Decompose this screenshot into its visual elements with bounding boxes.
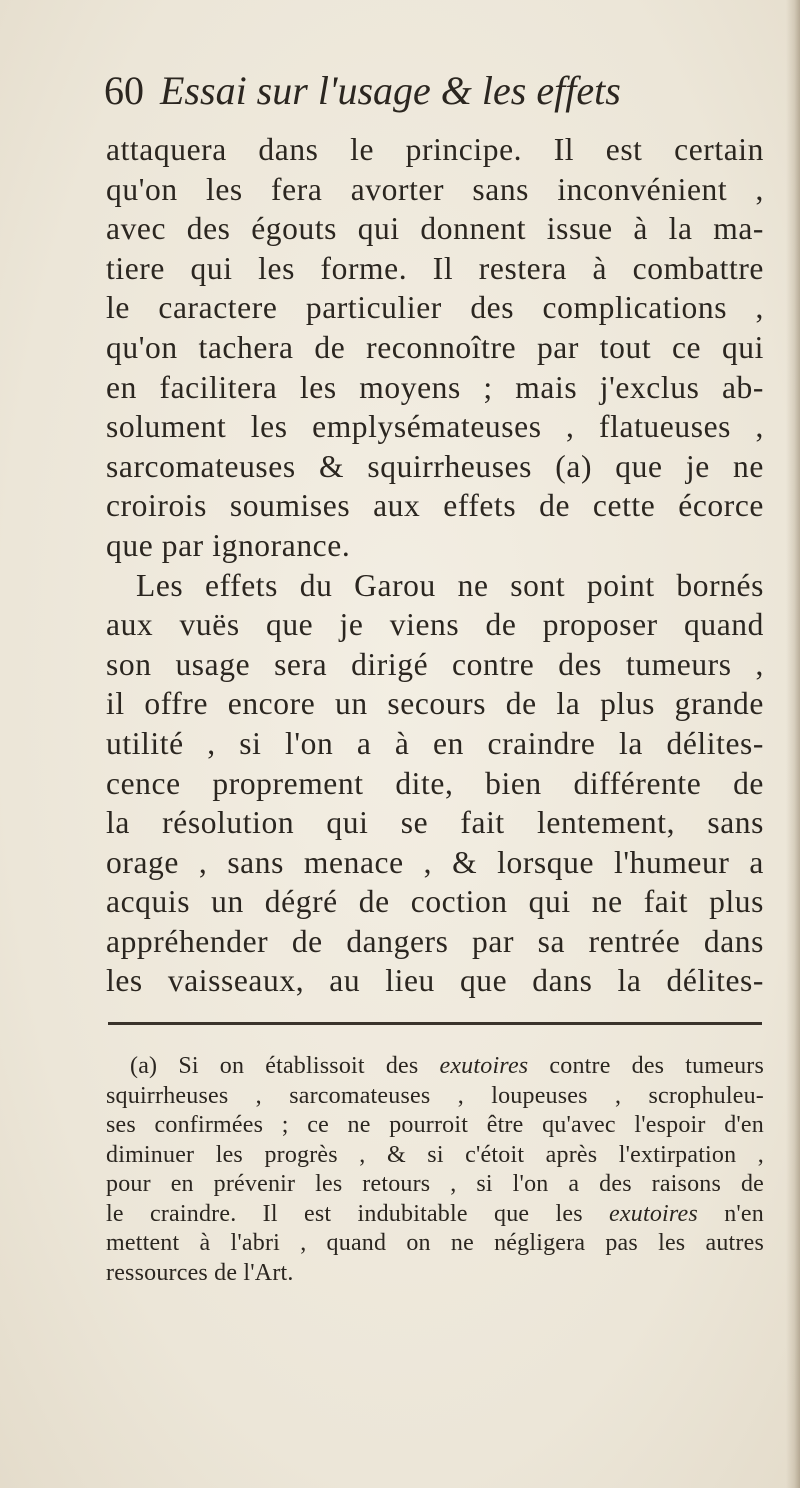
page-number: 60 [104,68,144,113]
footnote-line: le craindre. Il est indubitable que les exutoires n'en [106,1200,764,1227]
main-text [106,130,764,1001]
text-line: il offre encore un secours de la plus grande [106,686,764,722]
page-edge-shadow [786,0,800,1488]
footnote-rule [108,1022,762,1025]
footnote-line: (a) Si on établissoit des exutoires contre des tumeurs [130,1053,765,1079]
text-line: que par ignorance. [106,527,351,563]
running-title: Essai sur l'usage & les effets [160,68,621,113]
text-line: en facilitera les moyens ; mais j'exclus ab- [106,369,764,405]
footnote-line: squirrheuses , sarcomateuses , loupeuses , scrophuleu- [106,1082,764,1109]
text-line: avec des égouts qui donnent issue à la ma- [106,211,764,247]
text-line: acquis un dégré de coction qui ne fait plus [106,884,764,920]
text-line: tiere qui les forme. Il restera à combattre [106,250,764,286]
emphasis: exutoires [609,1200,698,1227]
text-line: cence proprement dite, bien différente de [106,765,764,801]
footnote-line: ressources de l'Art. [106,1259,294,1286]
text-line: appréhender de dangers par sa rentrée dans [106,923,764,959]
footnote-line: mettent à l'abri , quand on ne négligera pas les autres [106,1230,764,1256]
text-line: les vaisseaux, au lieu que dans la délites- [106,963,764,999]
footnote-line: ses confirmées ; ce ne pourroit être qu'avec l'espoir d'en [106,1112,764,1138]
text-line: le caractere particulier des complications , [106,290,764,326]
text-line: son usage sera dirigé contre des tumeurs , [106,646,764,682]
footnote-line: diminuer les progrès , & si c'étoit après l'extirpation , [106,1141,764,1168]
running-header [104,66,704,116]
text-line: qu'on tachera de reconnoître par tout ce qui [106,329,764,365]
footnote [106,1052,764,1288]
text-line: orage , sans menace , & lorsque l'humeur a [106,844,764,880]
footnote-line: pour en prévenir les retours , si l'on a des raisons de [106,1171,764,1197]
text-line: aux vuës que je viens de proposer quand [106,607,764,643]
text-line: attaquera dans le principe. Il est certain [106,132,764,167]
text-line: sarcomateuses & squirrheuses (a) que je ne [106,448,764,484]
text-line: la résolution qui se fait lentement, sans [106,805,764,841]
text-line: solument les emplysémateuses , flatueuses , [106,409,764,445]
text-line: qu'on les fera avorter sans inconvénient , [106,171,764,207]
text-line: utilité , si l'on a à en craindre la délites- [106,725,764,761]
text-line: Les effets du Garou ne sont point bornés [136,567,764,603]
text-line: croirois soumises aux effets de cette écorce [106,488,764,524]
footnote-marker: (a) [130,1053,158,1079]
emphasis: exutoires [439,1053,529,1079]
